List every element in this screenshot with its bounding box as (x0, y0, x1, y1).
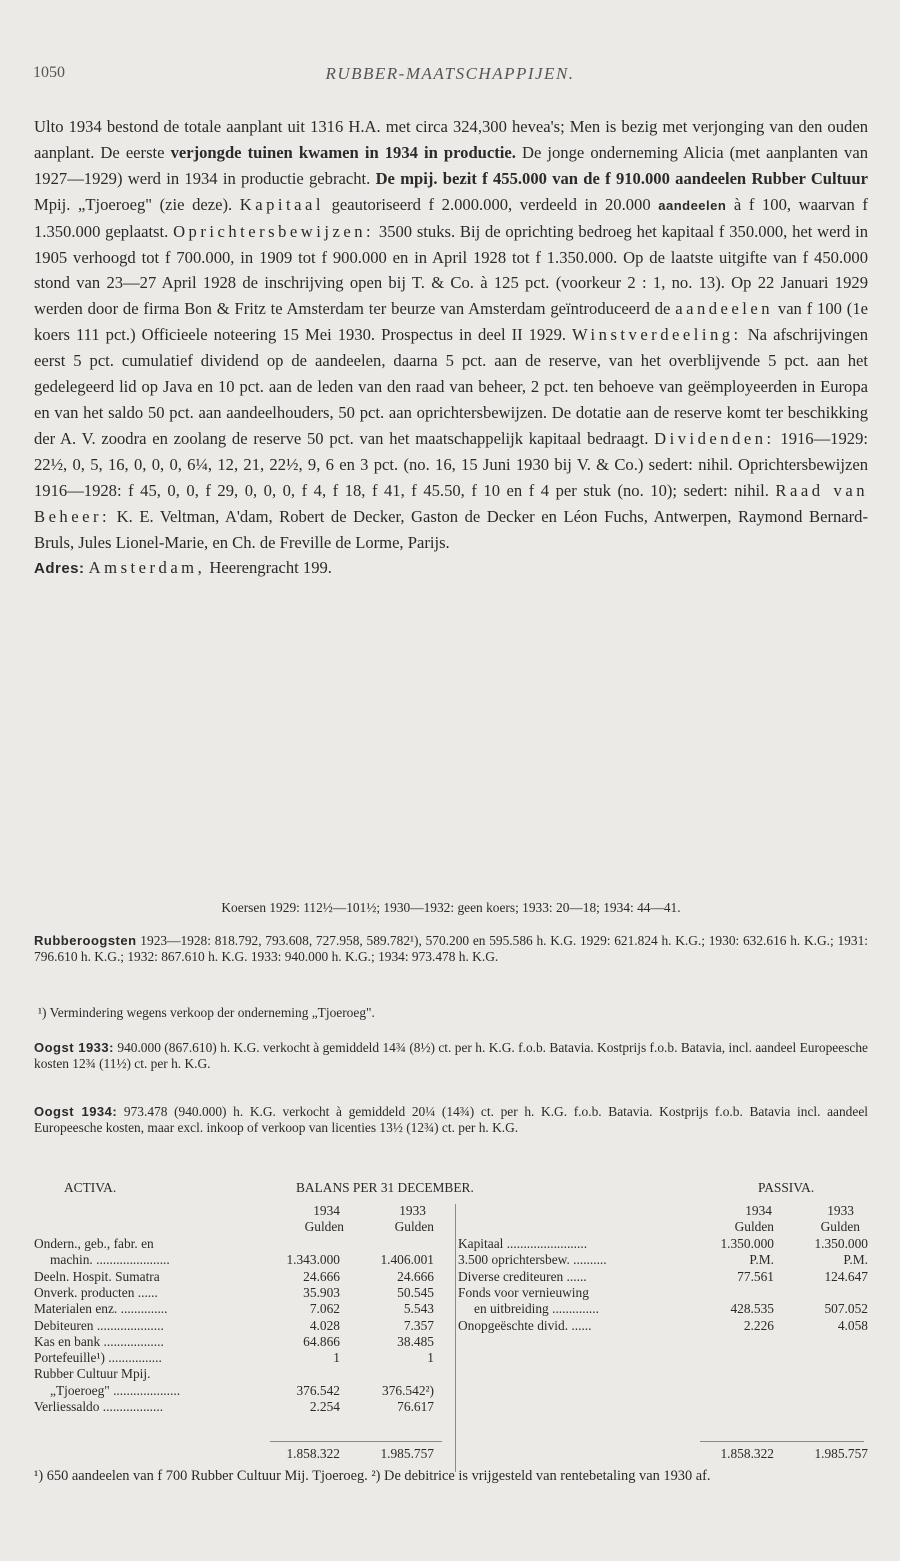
passiva-unit-1: Gulden (734, 1219, 774, 1234)
text-run: Na afschrijvingen eerst 5 pct. cumulatief dividend op de aandeelen, daarna 5 pct. aan de reserve, van het overblijvende 5 pct. aan het gedelegeerd lid op Java en 10 pct. aan de leden van den raad van beheer, 2 pct. ten behoeve van geëmployeerden in Europa en van het saldo 50 pct. aan aandeelhouders, 50 pct. aan oprichtersbewijzen. De dotatie aan de reserve komt ter beschikking der A. V. zoodra en zoolang de reserve 50 pct. van het maatschappelijk kapitaal bedraagt. (34, 325, 868, 448)
passiva-label: Onopgeëschte divid. ...... (458, 1317, 592, 1333)
activa-label: Kas en bank .................. (34, 1333, 164, 1349)
oogst-1933-block (34, 1040, 868, 1073)
activa-row (34, 1399, 454, 1415)
activa-row (34, 1318, 454, 1334)
text-run: 1916—1929: 22½, 0, 5, 16, 0, 0, 0, 6¼, 12, 21, 22½, 9, 6 en 3 pct. (no. 16, 15 Juni 1930 bij V. & Co.) sedert: nihil. Oprichtersbewijzen 1916—1928: f 45, 0, 0, f 29, 0, 0, 0, f 4, f 18, f 41, f 45.50, f 10 en f 4 per stuk (no. 10); sedert: nihil. (34, 428, 868, 500)
text-run: Mpij. „Tjoeroeg" (zie deze). (34, 194, 233, 214)
balance-sheet (34, 1174, 870, 1474)
passiva-year-1933: 1933 (827, 1203, 854, 1218)
activa-label: Rubber Cultuur Mpij. (34, 1366, 151, 1382)
activa-total-rule (270, 1441, 442, 1442)
text-run: Ulto 1934 bestond de totale aanplant uit 1316 H.A. met circa 324,300 hevea's; Men is bezig met verjonging van den ouden aanplant. De eerste (34, 117, 868, 162)
balance-footnotes: ¹) 650 aandeelen van f 700 Rubber Cultuur Mij. Tjoeroeg. ²) De debitrice is vrijgesteld van rentebetaling van 1930 af. (34, 1468, 711, 1484)
text-run: geautoriseerd f 2.000.000, verdeeld in 20.000 (331, 194, 651, 214)
passiva-value-1934: 428.535 (730, 1301, 774, 1317)
passiva-row (458, 1301, 870, 1317)
passiva-year-1934: 1934 (745, 1203, 772, 1218)
passiva-label: en uitbreiding .............. (474, 1301, 599, 1317)
page-number: 1050 (33, 64, 65, 81)
activa-year-1934: 1934 (313, 1203, 340, 1218)
activa-row (34, 1269, 454, 1285)
koersen-line: Koersen 1929: 112½—101½; 1930—1932: geen koers; 1933: 20—18; 1934: 44—41. (221, 900, 681, 915)
page-header (30, 64, 870, 88)
passiva-title: PASSIVA. (758, 1180, 815, 1195)
activa-row (34, 1252, 454, 1268)
company-description (34, 114, 868, 582)
activa-value-1933: 76.617 (397, 1399, 434, 1414)
activa-value-1933: 376.542²) (382, 1382, 434, 1398)
activa-value-1934: 376.542 (296, 1382, 340, 1398)
passiva-row (458, 1269, 870, 1285)
activa-row (34, 1334, 454, 1350)
activa-row (34, 1350, 454, 1366)
activa-value-1934: 4.028 (309, 1317, 340, 1333)
activa-total-1933: 1.985.757 (380, 1446, 434, 1461)
activa-value-1933: 24.666 (397, 1268, 434, 1284)
running-title: RUBBER-MAATSCHAPPIJEN. (325, 64, 575, 83)
description-paragraph (34, 114, 868, 582)
activa-value-1934: 24.666 (303, 1268, 340, 1284)
text-run: verjongde tuinen kwamen in 1934 in productie. (170, 142, 516, 162)
activa-year-1933: 1933 (399, 1203, 426, 1218)
passiva-value-1934: 2.226 (743, 1317, 774, 1333)
passiva-label: Fonds voor vernieuwing (458, 1284, 589, 1300)
activa-unit-2: Gulden (394, 1219, 434, 1234)
activa-label: Verliessaldo .................. (34, 1399, 164, 1414)
text-run: De jonge onderneming (522, 142, 678, 162)
text-run: à f 100, waarvan f 1.350.000 geplaatst. (34, 194, 868, 241)
activa-value-1933: 7.357 (403, 1317, 434, 1333)
text-run: van f 100 (1e koers 111 pct.) Officieele noteering 15 Mei 1930. Prospectus in deel II 1929. (34, 299, 868, 345)
activa-row (34, 1236, 454, 1252)
rubberoogsten-block (34, 933, 868, 966)
activa-row (34, 1383, 454, 1399)
balance-title: BALANS PER 31 DECEMBER. (296, 1180, 474, 1195)
activa-label: Portefeuille¹) ................ (34, 1350, 162, 1366)
passiva-value-1933: 1.350.000 (814, 1236, 868, 1251)
oogst-1933-text: 940.000 (867.610) h. K.G. verkocht à gemiddeld 14¾ (8½) ct. per h. K.G. f.o.b. Batavia. Kostprijs f.o.b. Batavia, incl. aandeel Europeesche kosten 12¾ (11½) ct. per h. K.G. (34, 1040, 868, 1072)
activa-value-1933: 5.543 (403, 1301, 434, 1317)
section-label-adres: Adres: (34, 560, 85, 578)
text-run: 3500 stuks. Bij de oprichting bedroeg het kapitaal f 350.000, het werd in 1905 verhoogd tot f 700.000, in 1909 tot f 900.000 en in April 1928 tot f 1.350.000. Op de laatste uitgifte van f 450.000 stond van 23—27 April 1928 de inschrijving open bij T. & Co. à 125 pct. (voorkeur 2 : 1, no. 13). Op 22 Januari 1929 werden door de firma Bon & Fritz te Amsterdam ter beurze van Amsterdam geïntroduceerd de (34, 221, 868, 319)
passiva-row (458, 1252, 870, 1268)
passiva-value-1934: 1.350.000 (720, 1236, 774, 1251)
address-street: Heerengracht 199. (209, 558, 332, 578)
address-city: Amsterdam, (88, 558, 206, 578)
activa-label: Ondern., geb., fabr. en (34, 1236, 154, 1251)
activa-label: „Tjoeroeg" .................... (50, 1382, 181, 1398)
oogst-1934-block (34, 1104, 868, 1137)
passiva-total-1933: 1.985.757 (814, 1446, 868, 1461)
text-run: De mpij. bezit f 455.000 van de f 910.000 aandeelen Rubber Cultuur (375, 168, 868, 188)
activa-value-1934: 2.254 (309, 1399, 340, 1414)
passiva-value-1934: P.M. (749, 1252, 774, 1268)
activa-row (34, 1366, 454, 1382)
activa-row (34, 1285, 454, 1301)
passiva-row (458, 1236, 870, 1252)
activa-unit-1: Gulden (304, 1219, 344, 1234)
section-label-aandeelen: aandeelen (658, 197, 727, 213)
passiva-value-1934: 77.561 (737, 1268, 774, 1284)
passiva-value-1933: 4.058 (837, 1317, 868, 1333)
passiva-total-1934: 1.858.322 (720, 1446, 774, 1461)
passiva-value-1933: 124.647 (824, 1268, 868, 1284)
activa-label: Deeln. Hospit. Sumatra (34, 1268, 160, 1284)
activa-value-1934: 1 (333, 1350, 340, 1366)
section-label-raad-van-beheer: Raad van Beheer: (34, 480, 868, 526)
section-label-oprichtersbewijzen: Oprichtersbewijzen: (173, 221, 375, 241)
activa-value-1934: 35.903 (303, 1284, 340, 1300)
oogst-1933-label: Oogst 1933: (34, 1040, 114, 1055)
oogst-1934-label: Oogst 1934: (34, 1104, 118, 1119)
passiva-label: Diverse crediteuren ...... (458, 1268, 587, 1284)
activa-label: machin. ...................... (50, 1252, 170, 1268)
activa-title: ACTIVA. (64, 1180, 117, 1195)
passiva-row (458, 1285, 870, 1301)
activa-value-1933: 50.545 (397, 1284, 434, 1300)
passiva-row (458, 1318, 870, 1334)
text-run: aandeelen (675, 299, 774, 319)
rubberoogsten-label: Rubberoogsten (34, 933, 137, 948)
activa-value-1933: 1 (427, 1350, 434, 1366)
passiva-value-1933: 507.052 (824, 1301, 868, 1317)
section-label-winstverdeeling: Winstverdeeling: (572, 325, 742, 345)
oogst-1934-text: 973.478 (940.000) h. K.G. verkocht à gemiddeld 20¼ (14¾) ct. per h. K.G. f.o.b. Batavia. Kostprijs f.o.b. Batavia incl. aandeel Europeesche kosten, maar excl. inkoop of verkoop van licenties 13½ (12¾) ct. per h. K.G. (34, 1104, 868, 1136)
column-divider (455, 1204, 456, 1472)
text-run: K. E. Veltman, A'dam, Robert de Decker, Gaston de Decker en Léon Fuchs, Antwerpen, Raymond Bernard-Bruls, Jules Lionel-Marie, en Ch. de Freville de Lorme, Parijs. (34, 506, 868, 552)
section-label-kapitaal: Kapitaal (239, 194, 324, 214)
section-label-dividenden: Dividenden: (654, 428, 775, 448)
passiva-label: 3.500 oprichtersbew. .......... (458, 1252, 607, 1268)
activa-value-1933: 1.406.001 (380, 1252, 434, 1268)
activa-value-1934: 7.062 (309, 1301, 340, 1317)
activa-value-1934: 1.343.000 (286, 1252, 340, 1268)
footnote-tjoeroeg: ¹) Vermindering wegens verkoop der onderneming „Tjoeroeg". (38, 1005, 375, 1020)
activa-value-1933: 38.485 (397, 1333, 434, 1349)
activa-row (34, 1301, 454, 1317)
rubberoogsten-text: 1923—1928: 818.792, 793.608, 727.958, 589.782¹), 570.200 en 595.586 h. K.G. 1929: 621.824 h. K.G.; 1930: 632.616 h. K.G.; 1931: 796.610 h. K.G.; 1932: 867.610 h. K.G. 1933: 940.000 h. K.G.; 1934: 973.478 h. K.G. (34, 933, 868, 965)
passiva-unit-2: Gulden (820, 1219, 860, 1234)
activa-total-1934: 1.858.322 (286, 1446, 340, 1461)
activa-label: Debiteuren .................... (34, 1317, 164, 1333)
text-run: Alicia (met aanplanten van 1927—1929) werd in 1934 in productie gebracht. (34, 142, 868, 188)
passiva-value-1933: P.M. (843, 1252, 868, 1268)
passiva-label: Kapitaal ........................ (458, 1236, 588, 1251)
passiva-total-rule (700, 1441, 864, 1442)
activa-label: Onverk. producten ...... (34, 1284, 158, 1300)
activa-label: Materialen enz. .............. (34, 1301, 168, 1317)
activa-value-1934: 64.866 (303, 1333, 340, 1349)
